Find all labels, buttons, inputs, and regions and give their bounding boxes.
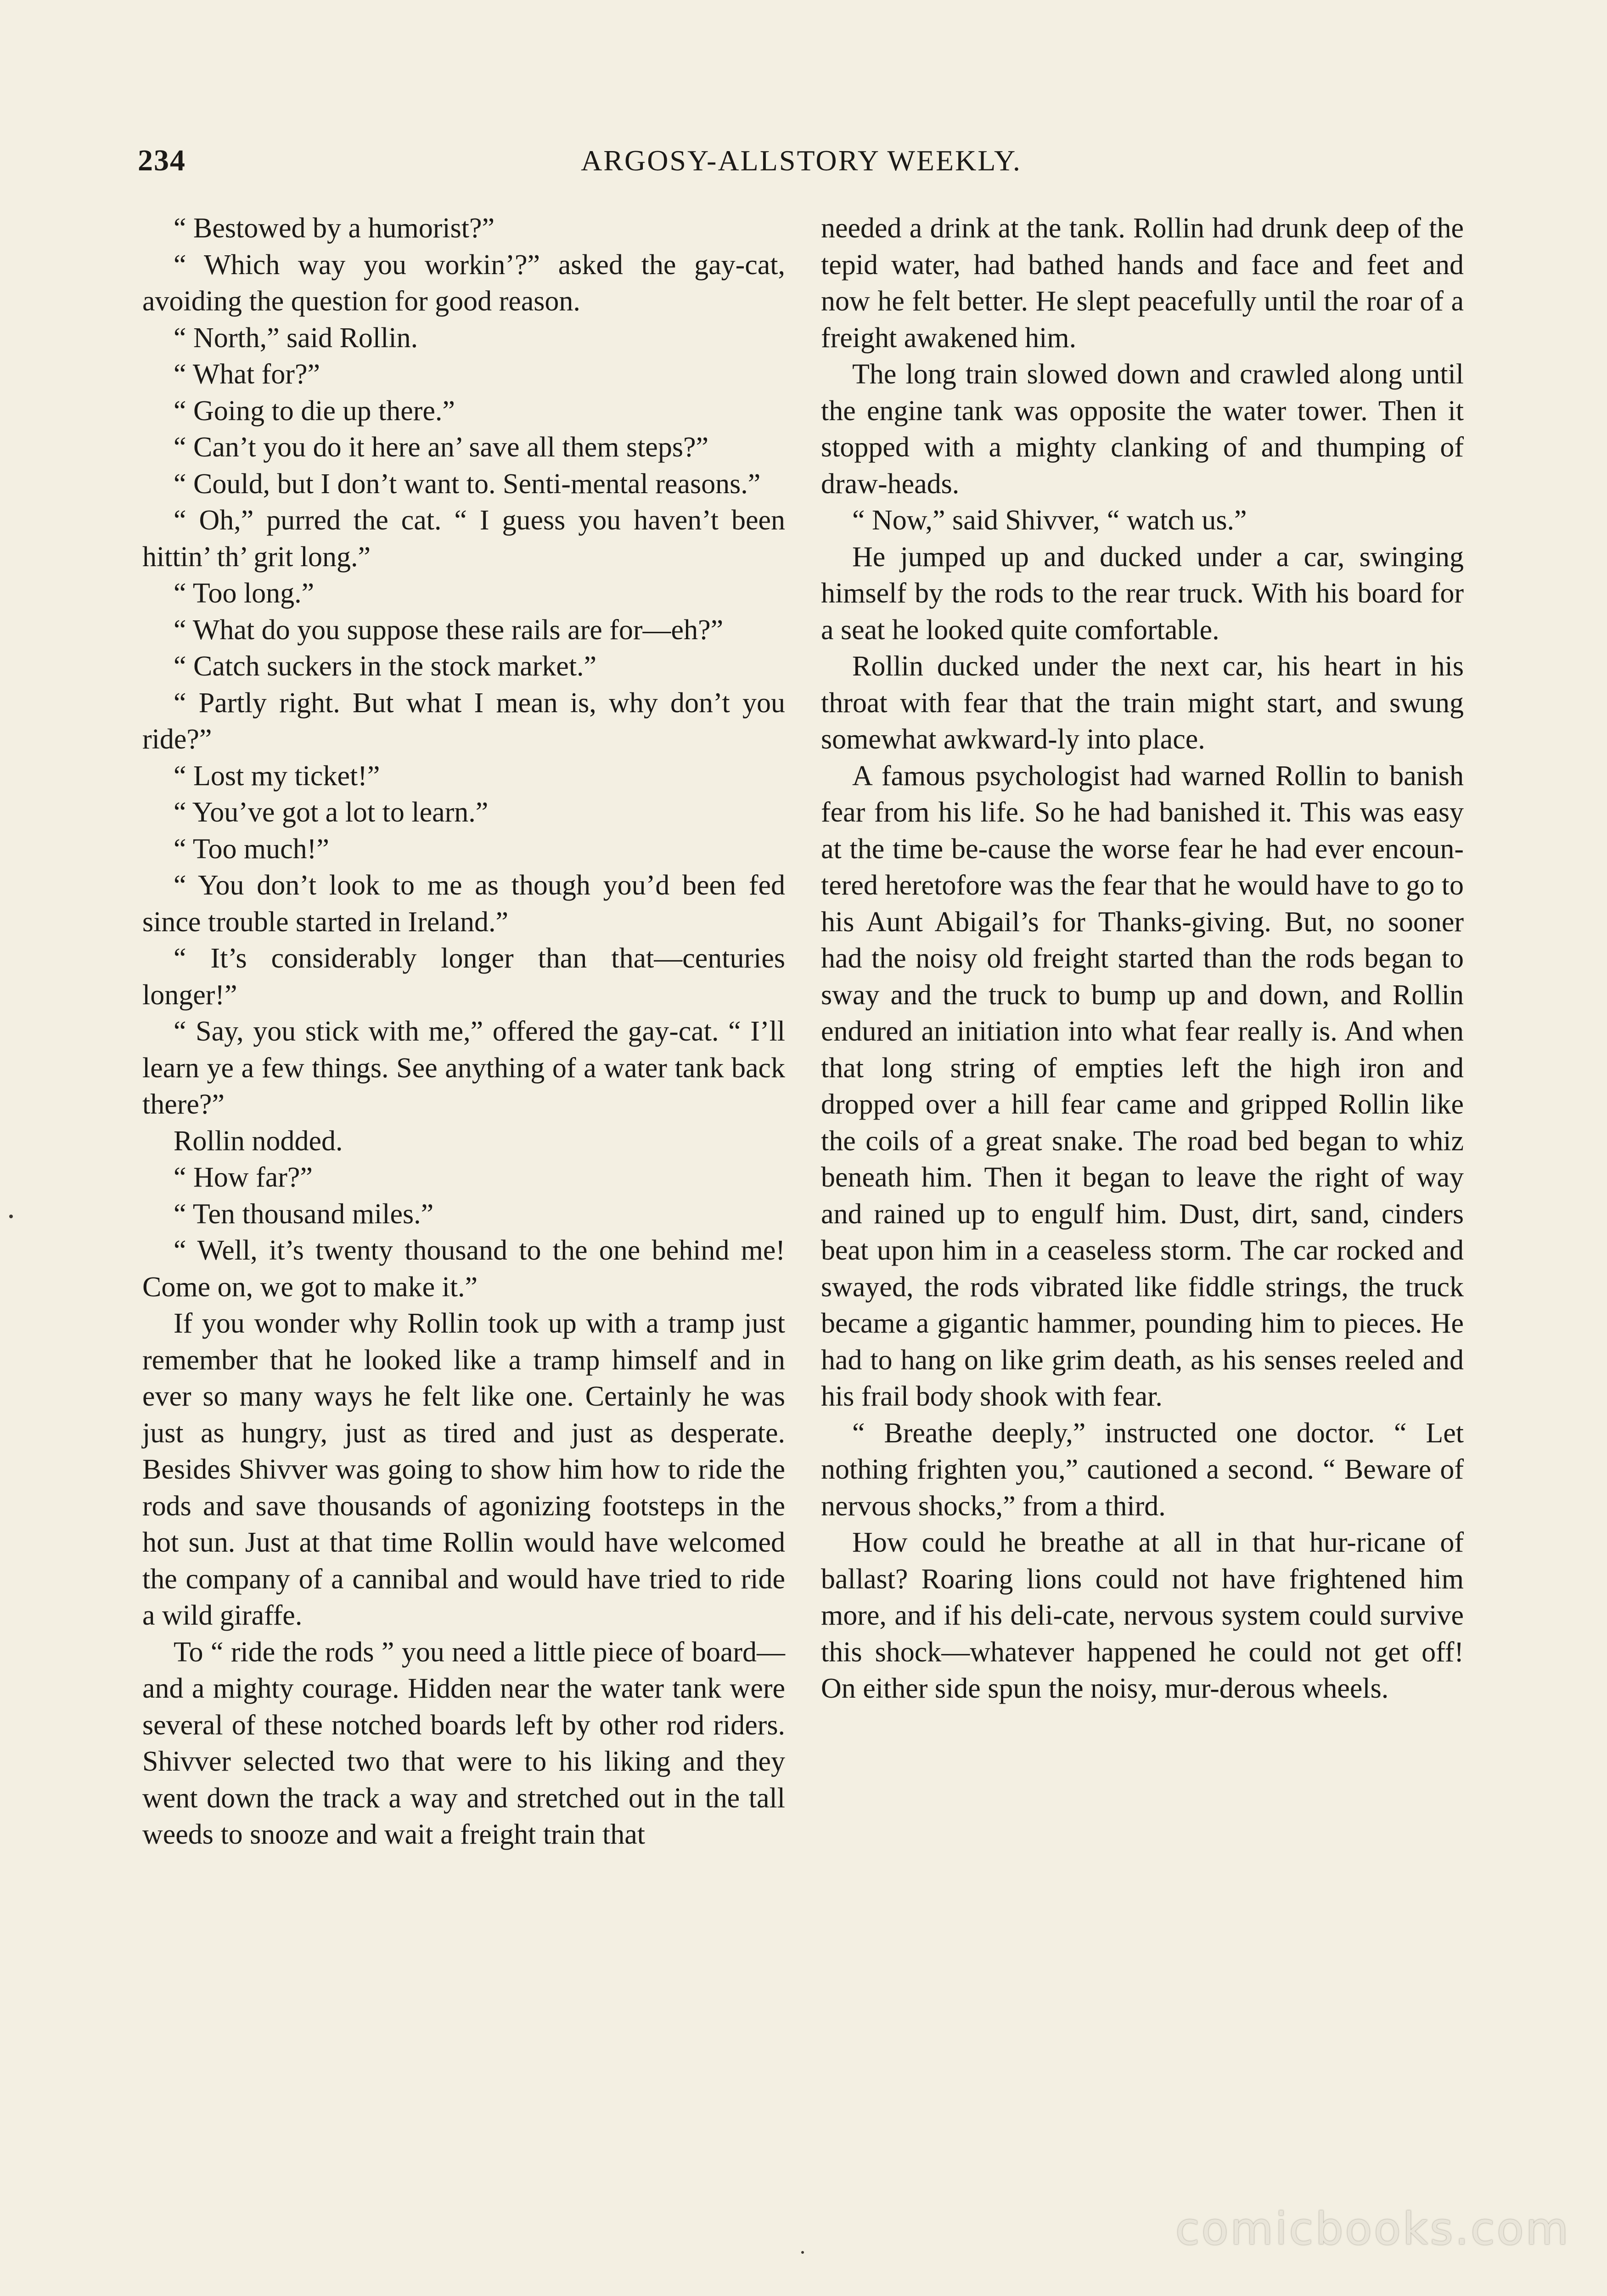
journal-title: ARGOSY-ALLSTORY WEEKLY. <box>581 144 1022 177</box>
paragraph: A famous psychologist had warned Rollin to banish fear from his life. So he had banished it. This was easy at the time be-cause the worse fear he had ever encoun-tered heretofore was the fear that he would have to go to his Aunt Abigail’s for Thanks-giving. But, no sooner had the noisy old freight started than the rods began to sway and the truck to bump up and down, and Rollin endured an initiation into what fear really is. And when that long string of empties left the high iron and dropped over a hill fear came and gripped Rollin like the coils of a great snake. The road bed began to whiz beneath him. Then it began to leave the right of way and rained up to engulf him. Dust, dirt, sand, cinders beat upon him in a ceaseless storm. The car rocked and swayed, the rods vibrated like fiddle strings, the truck became a gigantic hammer, pounding him to pieces. He had to hang on like grim death, as his senses reeled and his frail body shook with fear. <box>821 760 1464 1412</box>
paragraph: Rollin ducked under the next car, his heart in his throat with fear that the train might start, and swung somewhat awkward-ly into place. <box>821 651 1464 755</box>
paragraph: “ Could, but I don’t want to. Senti-mental reasons.” <box>174 468 761 500</box>
paragraph: Rollin nodded. <box>174 1125 343 1157</box>
paragraph: “ Which way you workin’?” asked the gay-cat, avoiding the question for good reason. <box>142 249 785 317</box>
page-number: 234 <box>138 144 186 177</box>
paragraph: “ North,” said Rollin. <box>174 322 418 354</box>
paragraph: “ Lost my ticket!” <box>174 760 380 792</box>
print-speck <box>801 2251 804 2254</box>
paragraph: To “ ride the rods ” you need a little piece of board—and a mighty courage. Hidden near the water tank were several of these notched boards left by other rod riders. Shivver selected two that were to his liking and they went down the track a way and stretched out in the tall weeds to snooze and wait a freight train that <box>142 1636 785 1850</box>
paragraph: “ Too long.” <box>174 578 315 609</box>
paragraph: He jumped up and ducked under a car, swinging himself by the rods to the rear truck. With his board for a seat he looked quite comfortable. <box>821 541 1464 646</box>
paragraph: “ Now,” said Shivver, “ watch us.” <box>852 505 1247 536</box>
paragraph: “ Breathe deeply,” instructed one doctor. “ Let nothing frighten you,” cautioned a second. “ Beware of nervous shocks,” from a third. <box>821 1417 1464 1522</box>
paragraph: “ It’s considerably longer than that—centuries longer!” <box>142 943 785 1011</box>
paragraph: “ Oh,” purred the cat. “ I guess you haven’t been hittin’ th’ grit long.” <box>142 505 785 573</box>
paragraph: “ How far?” <box>174 1162 313 1193</box>
paragraph: “ Bestowed by a humorist?” <box>174 213 495 244</box>
paragraph: “ Say, you stick with me,” offered the gay-cat. “ I’ll learn ye a few things. See anything of a water tank back there?” <box>142 1016 785 1120</box>
print-speck <box>9 1215 13 1218</box>
paragraph: “ Catch suckers in the stock market.” <box>174 651 597 682</box>
paragraph-continued: needed a drink at the tank. Rollin had drunk deep of the tepid water, had bathed hands and face and feet and now he felt better. He slept peacefully until the roar of a freight awakened him. <box>821 213 1464 354</box>
paragraph: If you wonder why Rollin took up with a tramp just remember that he looked like a tramp himself and in ever so many ways he felt like one. Certainly he was just as hungry, just as tired and just as desperate. Besides Shivver was going to show him how to ride the rods and save thousands of agonizing footsteps in the hot sun. Just at that time Rollin would have welcomed the company of a cannibal and would have tried to ride a wild giraffe. <box>142 1308 785 1631</box>
paragraph: “ What do you suppose these rails are for—eh?” <box>174 614 724 646</box>
paragraph: “ Too much!” <box>174 833 329 865</box>
running-head <box>138 138 1465 184</box>
paragraph: “ Can’t you do it here an’ save all them steps?” <box>174 432 708 463</box>
paragraph: “ Well, it’s twenty thousand to the one behind me! Come on, we got to make it.” <box>142 1235 785 1303</box>
paragraph: “ Going to die up there.” <box>174 395 455 427</box>
watermark: comicbooks.com <box>1175 2203 1570 2255</box>
left-column <box>142 210 785 1853</box>
paragraph: “ Partly right. But what I mean is, why don’t you ride?” <box>142 687 785 755</box>
paragraph: “ Ten thousand miles.” <box>174 1198 434 1230</box>
paragraph: “ You don’t look to me as though you’d been fed since trouble started in Ireland.” <box>142 870 785 938</box>
paragraph: “ What for?” <box>174 359 320 390</box>
paragraph: “ You’ve got a lot to learn.” <box>174 797 489 828</box>
paragraph: How could he breathe at all in that hur-ricane of ballast? Roaring lions could not have frightened him more, and if his deli-cate, nervous system could survive this shock—whatever happened he could not get off! On either side spun the noisy, mur-derous wheels. <box>821 1527 1464 1704</box>
paragraph: The long train slowed down and crawled along until the engine tank was opposite the water tower. Then it stopped with a mighty clanking of and thumping of draw-heads. <box>821 359 1464 500</box>
right-column <box>821 210 1464 1707</box>
